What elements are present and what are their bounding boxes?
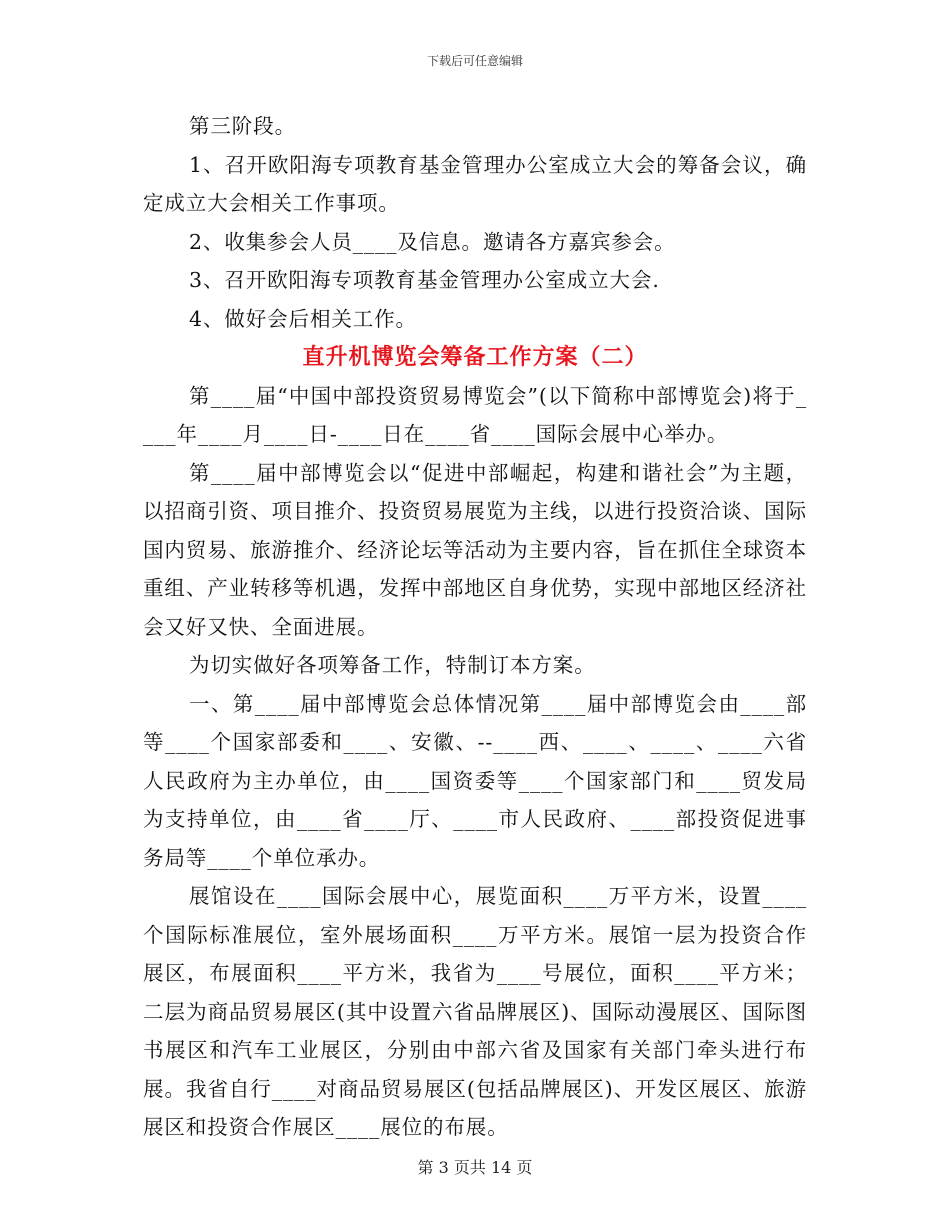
document-body [143,107,807,1147]
paragraph-expo-theme: 第____届中部博览会以“促进中部崛起，构建和谐社会”为主题，以招商引资、项目推介、投资贸易展览为主线，以进行投资洽谈、国际国内贸易、旅游推介、经济论坛等活动为主要内容，旨在抓住全球资本重组、产业转移等机遇，发挥中部地区自身优势，实现中部地区经济社会又好又快、全面进展。 [143,460,807,639]
page-header: 下载后可任意编辑 [426,54,523,68]
paragraph-venue: 展馆设在____国际会展中心，展览面积____万平方米，设置____个国际标准展位，室外展场面积____万平方米。展馆一层为投资合作展区，布展面积____平方米，我省为____号展位，面积____平方米；二层为商品贸易展区(其中设置六省品牌展区)、国际动漫展区、国际图书展区和汽车工业展区，分别由中部六省及国家有关部门牵头进行布展。我省自行____对商品贸易展区(包括品牌展区)、开发区展区、旅游展区和投资合作展区____展位的布展。 [143,884,807,1139]
paragraph-item-4: 4、做好会后相关工作。 [189,306,417,331]
page-footer: 第 3 页共 14 页 [417,1158,533,1177]
paragraph-stage-three: 第三阶段。 [189,114,296,138]
paragraph-item-2: 2、收集参会人员____及信息。邀请各方嘉宾参会。 [189,229,676,254]
paragraph-overview: 一、第____届中部博览会总体情况第____届中部博览会由____部等____个国家部委和____、安徽、--____西、____、____、____六省人民政府为主办单位，由____国资委等____个国家部门和____贸发局为支持单位，由____省____厅、____市人民政府、____部投资促进事务局等____个单位承办。 [143,691,807,870]
paragraph-item-1: 1、召开欧阳海专项教育基金管理办公室成立大会的筹备会议，确定成立大会相关工作事项。 [143,152,807,215]
paragraph-expo-intro: 第____届“中国中部投资贸易博览会”(以下简称中部博览会)将于____年____月____日-____日在____省____国际会展中心举办。 [143,383,807,446]
section-title: 直升机博览会筹备工作方案（二） [302,344,648,370]
paragraph-plan-purpose: 为切实做好各项筹备工作，特制订本方案。 [189,653,596,677]
paragraph-item-3: 3、召开欧阳海专项教育基金管理办公室成立大会. [189,268,660,292]
